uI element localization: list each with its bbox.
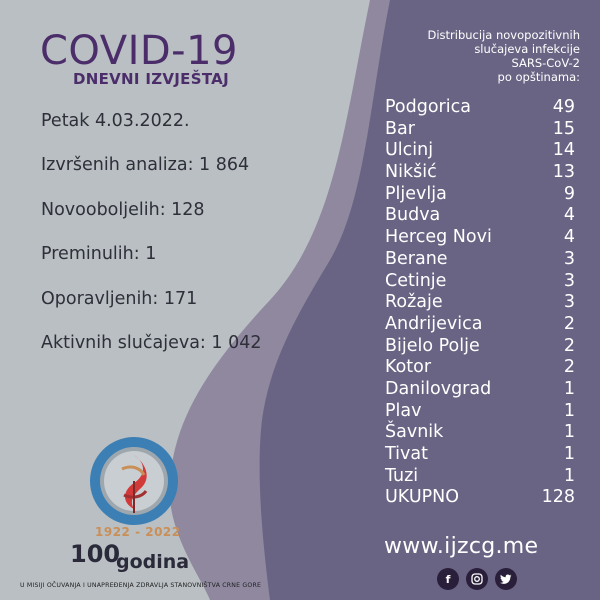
municipality-name: UKUPNO [385,487,460,508]
municipality-row [385,444,575,466]
municipality-row [385,162,575,184]
municipality-name: Podgorica [385,97,471,117]
municipality-name: Tuzi [385,465,419,486]
municipality-count: 13 [552,162,575,183]
anniversary-years: 1922 - 2022 [95,525,181,539]
municipality-name: Bar [385,118,415,139]
municipality-row [385,205,575,227]
municipality-row [385,336,575,358]
anniversary-godina: godina [116,551,190,573]
stat-analyses: Izvršenih analiza: 1 864 [41,155,250,175]
institute-emblem-icon [88,435,180,527]
distribution-heading-line: Distribucija novopozitivnih [427,28,580,42]
municipality-count: 2 [563,357,575,378]
municipality-name: Cetinje [385,270,447,291]
municipality-name: Danilovgrad [385,378,492,399]
municipality-count: 1 [563,444,575,464]
institute-logo [88,435,180,527]
instagram-icon[interactable] [466,568,488,590]
municipality-row [385,487,575,509]
municipality-name: Budva [385,205,441,226]
report-date: Petak 4.03.2022. [41,111,190,131]
municipality-name: Herceg Novi [385,227,492,248]
municipality-name: Šavnik [385,422,444,443]
municipality-count: 1 [563,465,575,486]
municipality-name: Nikšić [385,162,437,183]
municipality-count: 2 [563,335,575,356]
twitter-glyph [500,574,512,585]
municipality-count: 4 [563,205,575,226]
municipality-count: 4 [563,227,575,248]
municipality-name: Bijelo Polje [385,335,480,356]
stat-active: Aktivnih slučajeva: 1 042 [41,333,262,353]
report-title: COVID-19 [40,28,239,74]
municipality-count: 1 [563,378,575,399]
municipality-row [385,227,575,249]
municipality-count: 128 [541,487,575,508]
municipality-row [385,314,575,336]
municipality-count: 9 [563,183,575,204]
municipality-name: Kotor [385,357,432,378]
municipality-row [385,249,575,271]
municipality-row [385,184,575,206]
municipality-count: 1 [563,422,575,443]
mission-statement: U MISIJI OČUVANJA I UNAPREĐENJA ZDRAVLJA STANOVNIŠTVA CRNE GORE [20,582,262,589]
municipality-name: Tivat [385,444,428,464]
municipality-row [385,357,575,379]
municipality-row [385,271,575,293]
municipality-row [385,466,575,488]
stat-deaths: Preminulih: 1 [41,244,157,264]
municipality-row [385,379,575,401]
municipality-list [385,97,575,509]
instagram-glyph [471,573,483,585]
facebook-icon[interactable]: f [437,568,459,590]
municipality-row [385,292,575,314]
municipality-count: 2 [563,313,575,334]
website-link[interactable]: www.ijzcg.me [384,534,539,559]
distribution-heading [380,28,580,84]
twitter-icon[interactable] [495,568,517,590]
municipality-count: 3 [563,292,575,313]
municipality-count: 1 [563,400,575,421]
report-subtitle: DNEVNI IZVJEŠTAJ [73,70,229,88]
municipality-name: Rožaje [385,292,443,313]
municipality-row [385,140,575,162]
stat-new-cases: Novooboljelih: 128 [41,200,205,220]
municipality-name: Andrijevica [385,313,483,334]
municipality-row [385,401,575,423]
municipality-row [385,422,575,444]
municipality-name: Berane [385,248,448,269]
anniversary-hundred: 100 [70,540,121,568]
distribution-heading-line: SARS-CoV-2 [511,56,580,70]
municipality-name: Plav [385,400,422,421]
municipality-count: 3 [563,248,575,269]
municipality-row [385,119,575,141]
distribution-heading-line: po opštinama: [497,70,580,84]
municipality-name: Ulcinj [385,140,434,161]
municipality-count: 49 [552,97,575,117]
municipality-count: 3 [563,270,575,291]
municipality-count: 14 [552,140,575,161]
municipality-name: Pljevlja [385,183,447,204]
municipality-count: 15 [552,118,575,139]
stat-recovered: Oporavljenih: 171 [41,289,198,309]
distribution-heading-line: slučajeva infekcije [474,42,580,56]
municipality-row [385,97,575,119]
